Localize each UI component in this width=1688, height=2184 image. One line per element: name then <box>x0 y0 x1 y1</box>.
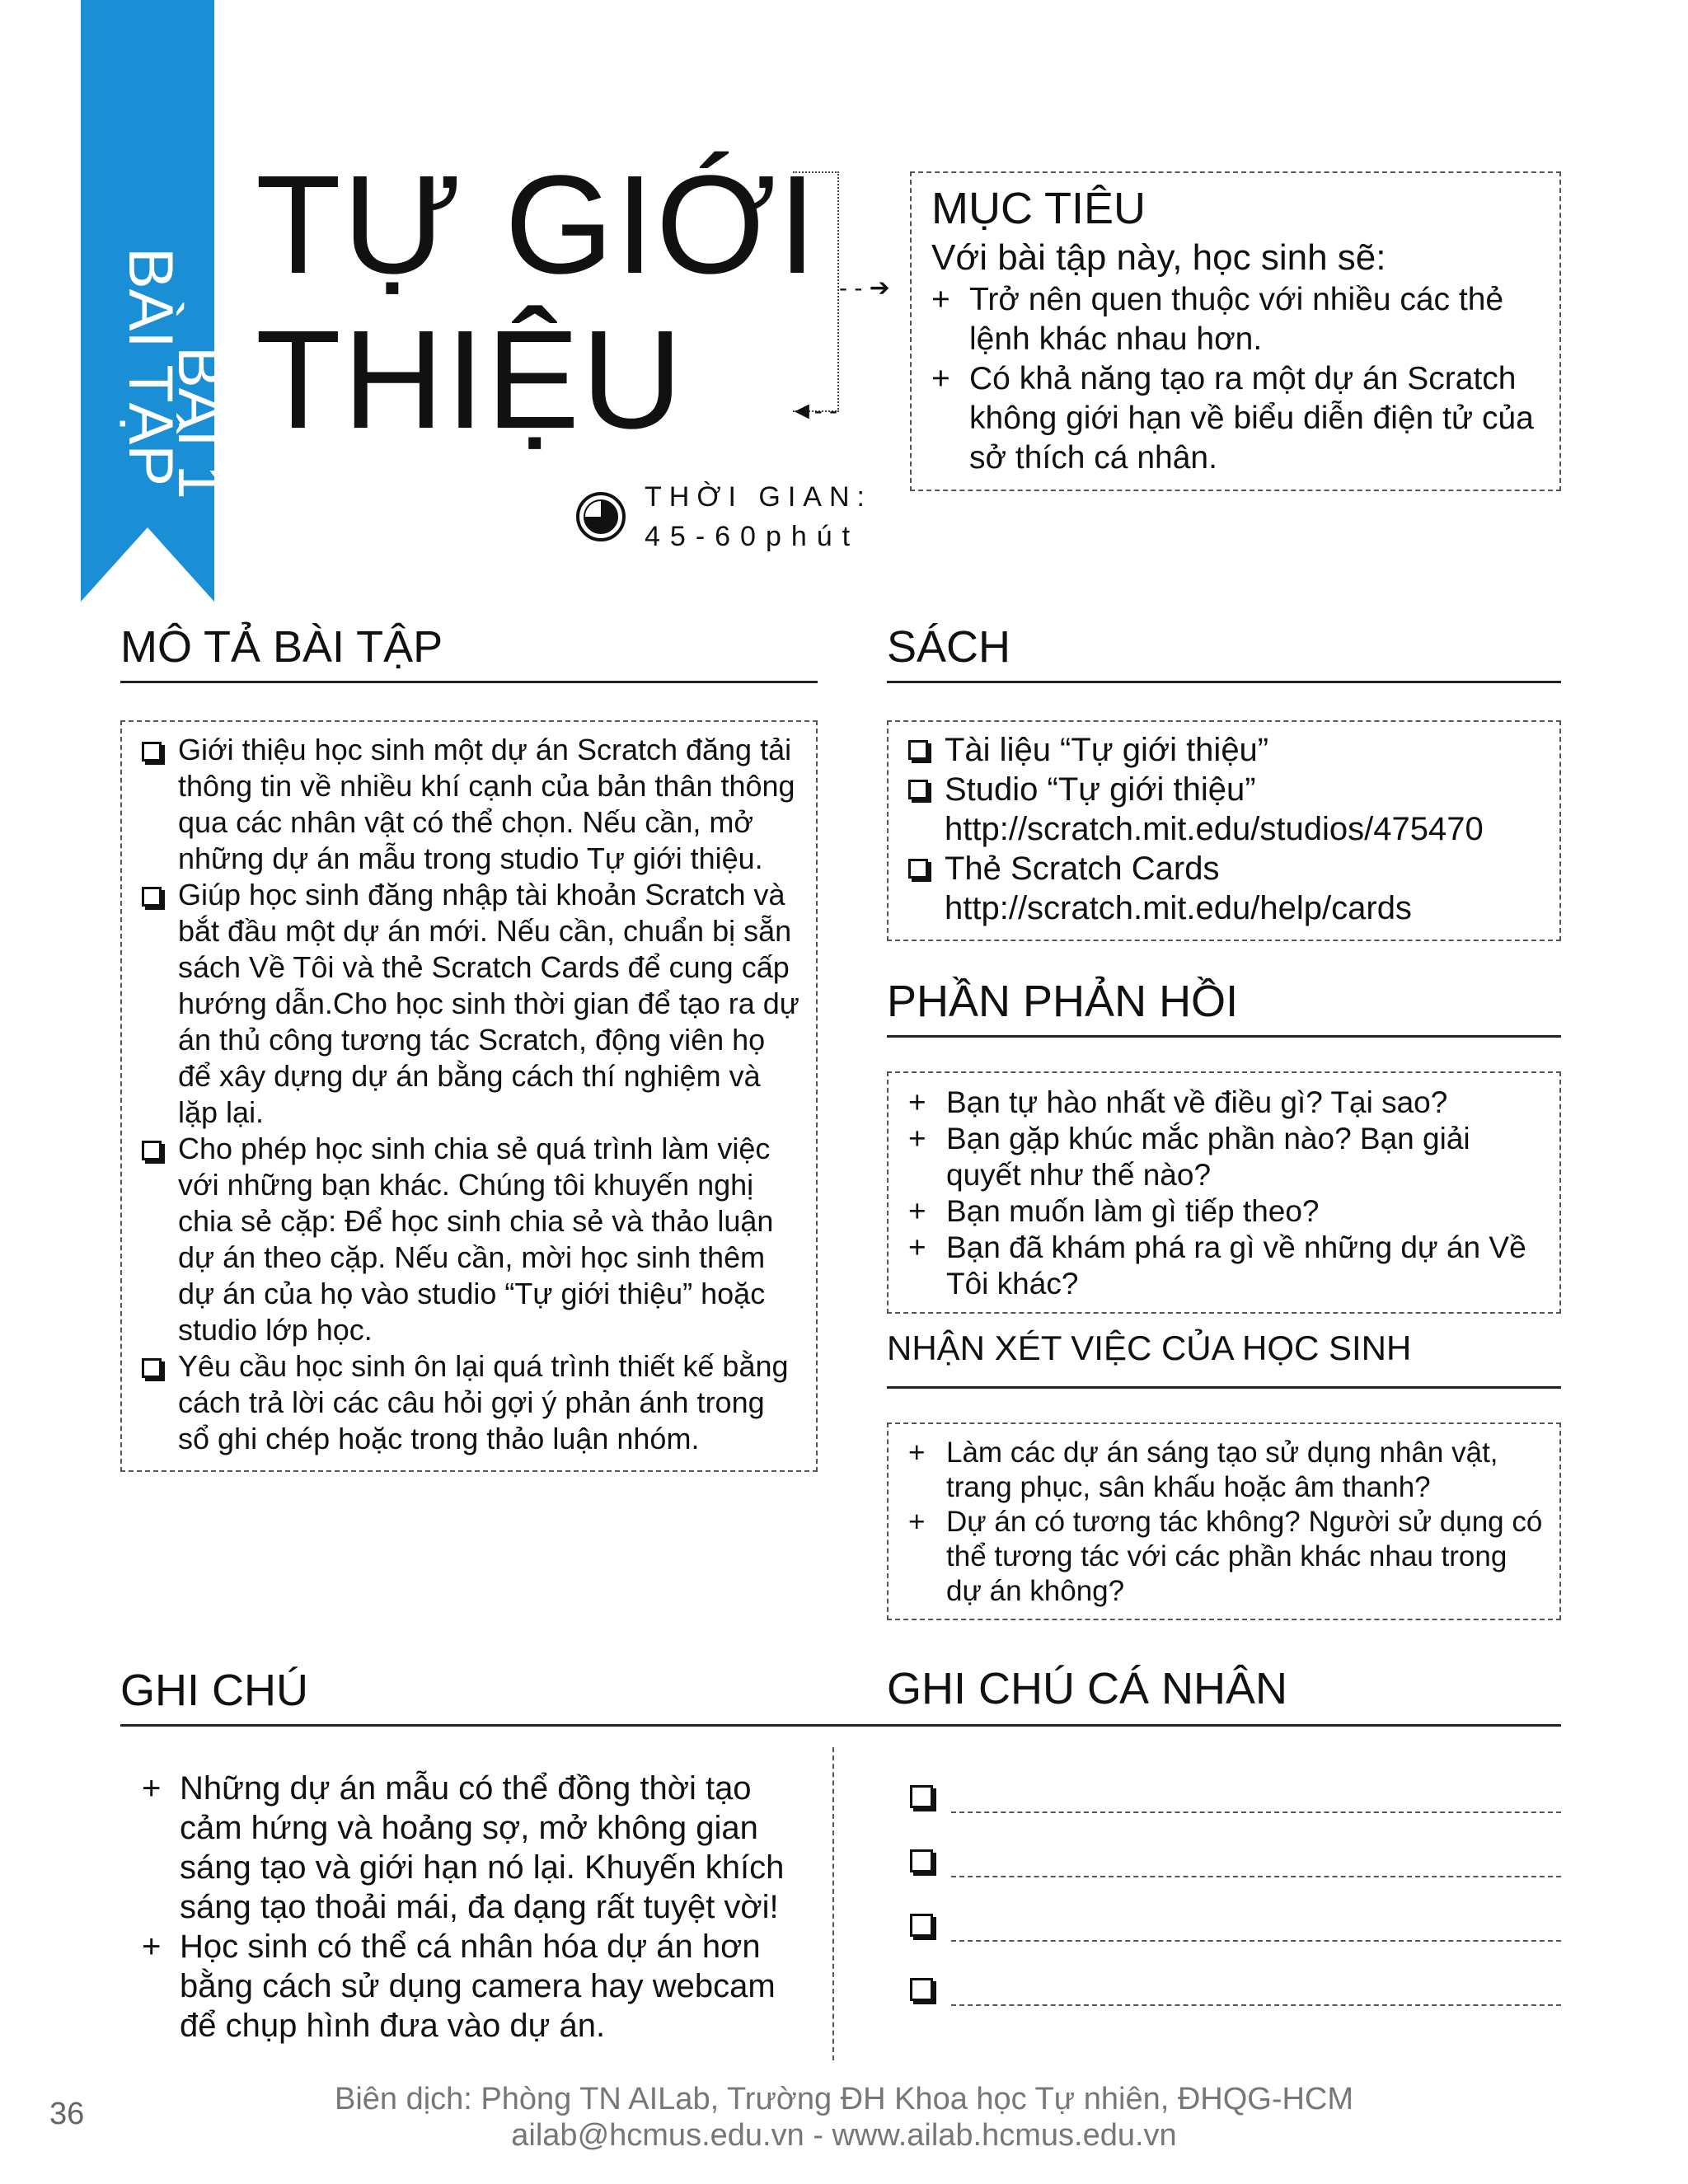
arrow-left-icon: ◄- - <box>790 397 838 424</box>
checkbox-icon[interactable] <box>910 1978 933 2001</box>
book-link[interactable]: http://scratch.mit.edu/help/cards <box>945 890 1412 926</box>
goals-title: MỤC TIÊU <box>931 184 1146 233</box>
description-item-text: Cho phép học sinh chia sẻ quá trình làm việc với những bạn khác. Chúng tôi khuyến nghị chia sẻ cặp: Để học sinh chia sẻ và thảo luận dự án theo cặp. Nếu cần, mời học sinh thêm dự án của họ vào studio “Tự giới thiệu” hoặc studio lớp học. <box>178 1132 774 1347</box>
notes-list <box>142 1769 801 2046</box>
personal-note-line[interactable] <box>910 1909 1561 1942</box>
reflection-item: + Bạn gặp khúc mắc phần nào? Bạn giải quyết như thế nào? <box>908 1121 1543 1193</box>
description-item <box>142 1348 801 1457</box>
goals-list <box>931 280 1541 478</box>
books-list <box>908 730 1551 928</box>
page-title-line-2: THIỆU <box>256 302 684 458</box>
notes-rule <box>120 1724 1561 1727</box>
personal-notes-title: GHI CHÚ CÁ NHÂN <box>887 1664 1288 1713</box>
notes-divider <box>832 1747 834 2060</box>
checkbox-icon <box>142 742 162 762</box>
books-rule <box>887 681 1561 683</box>
reflection-item: + Bạn tự hào nhất về điều gì? Tại sao? <box>908 1085 1543 1121</box>
time-label: THỜI GIAN: <box>645 481 872 513</box>
clock-icon <box>575 491 626 542</box>
description-rule <box>120 681 818 683</box>
footer-contact[interactable]: ailab@hcmus.edu.vn - www.ailab.hcmus.edu.vn <box>511 2118 1177 2153</box>
checkbox-icon <box>908 859 928 879</box>
page-title-line-1: TỰ GIỚI <box>256 147 818 303</box>
ribbon-line-lesson: BÀI 1 <box>165 346 235 499</box>
writing-line <box>951 2004 1561 2006</box>
evaluation-item: + Làm các dự án sáng tạo sử dụng nhân vật, trang phục, sân khấu hoặc âm thanh? <box>908 1436 1543 1505</box>
ribbon-label <box>99 247 235 511</box>
description-item-text: Yêu cầu học sinh ôn lại quá trình thiết kế bằng cách trả lời các câu hỏi gợi ý phản ánh trong sổ ghi chép hoặc trong thảo luận nhóm. <box>178 1349 789 1455</box>
goal-item: + Trở nên quen thuộc với nhiều các thẻ lệnh khác nhau hơn. <box>931 280 1541 359</box>
reflection-item: + Bạn đã khám phá ra gì về những dự án Về Tôi khác? <box>908 1230 1543 1302</box>
personal-note-line[interactable] <box>910 1780 1561 1813</box>
description-item <box>142 877 801 1131</box>
description-item-text: Giới thiệu học sinh một dự án Scratch đăng tải thông tin về nhiều khí cạnh của bản thân thông qua các nhân vật có thể chọn. Nếu cần, mở những dự án mẫu trong studio Tự giới thiệu. <box>178 733 795 875</box>
books-title: SÁCH <box>887 622 1011 672</box>
checkbox-icon <box>142 1141 162 1160</box>
description-list <box>142 732 801 1457</box>
notes-title: GHI CHÚ <box>120 1666 308 1715</box>
description-item-text: Giúp học sinh đăng nhập tài khoản Scratch và bắt đầu một dự án mới. Nếu cần, chuẩn bị sẵn sách Về Tôi và thẻ Scratch Cards để cung cấp hướng dẫn.Cho học sinh thời gian để tạo ra dự án thủ công tương tác Scratch, động viên họ để xây dựng dự án bằng cách thí nghiệm và lặp lại. <box>178 878 799 1129</box>
description-title: MÔ TẢ BÀI TẬP <box>120 622 443 672</box>
ribbon-line-exercise: BÀI TẬP <box>115 247 185 487</box>
reflection-item: + Bạn muốn làm gì tiếp theo? <box>908 1193 1543 1230</box>
writing-line <box>951 1940 1561 1942</box>
footer-credit: Biên dịch: Phòng TN AILab, Trường ĐH Khoa học Tự nhiên, ĐHQG-HCM <box>334 2082 1354 2116</box>
reflection-list <box>908 1085 1543 1302</box>
checkbox-icon[interactable] <box>910 1785 933 1808</box>
book-item-text: Tài liệu “Tự giới thiệu” <box>945 732 1269 768</box>
reflection-title: PHẦN PHẢN HỒI <box>887 977 1239 1026</box>
book-item <box>908 730 1551 770</box>
book-item-text: Studio “Tự giới thiệu” <box>945 771 1256 808</box>
description-item <box>142 732 801 877</box>
book-item-text: Thẻ Scratch Cards <box>945 851 1220 887</box>
personal-note-line[interactable] <box>910 1844 1561 1877</box>
writing-line <box>951 1876 1561 1877</box>
evaluation-rule <box>887 1386 1561 1389</box>
description-item <box>142 1131 801 1348</box>
note-item: + Học sinh có thể cá nhân hóa dự án hơn bằng cách sử dụng camera hay webcam để chụp hình đưa vào dự án. <box>142 1927 801 2046</box>
evaluation-title: NHẬN XÉT VIỆC CỦA HỌC SINH <box>887 1329 1412 1367</box>
note-item: + Những dự án mẫu có thể đồng thời tạo cảm hứng và hoảng sợ, mở không gian sáng tạo và giới hạn nó lại. Khuyến khích sáng tạo thoải mái, đa dạng rất tuyệt vời! <box>142 1769 801 1927</box>
checkbox-icon <box>142 1358 162 1378</box>
checkbox-icon <box>908 740 928 760</box>
checkbox-icon[interactable] <box>910 1849 933 1872</box>
goal-item: + Có khả năng tạo ra một dự án Scratch không giới hạn về biểu diễn điện tử của sở thích cá nhân. <box>931 359 1541 478</box>
personal-note-line[interactable] <box>910 1973 1561 2006</box>
checkbox-icon[interactable] <box>910 1914 933 1937</box>
evaluation-list <box>908 1436 1543 1609</box>
book-link[interactable]: http://scratch.mit.edu/studios/475470 <box>945 811 1484 847</box>
book-item <box>908 849 1551 928</box>
time-value: 45-60phút <box>645 521 860 552</box>
reflection-rule <box>887 1035 1561 1038</box>
goals-intro: Với bài tập này, học sinh sẽ: <box>931 237 1386 278</box>
checkbox-icon <box>142 887 162 907</box>
page-number: 36 <box>49 2097 85 2131</box>
evaluation-item: + Dự án có tương tác không? Người sử dụng có thể tương tác với các phần khác nhau trong dự án không? <box>908 1505 1543 1609</box>
connector-bracket <box>793 171 839 412</box>
book-item <box>908 770 1551 849</box>
ribbon-notch <box>81 527 214 602</box>
arrow-right-icon: - - ➔ <box>839 274 890 302</box>
checkbox-icon <box>908 780 928 799</box>
writing-line <box>951 1811 1561 1813</box>
